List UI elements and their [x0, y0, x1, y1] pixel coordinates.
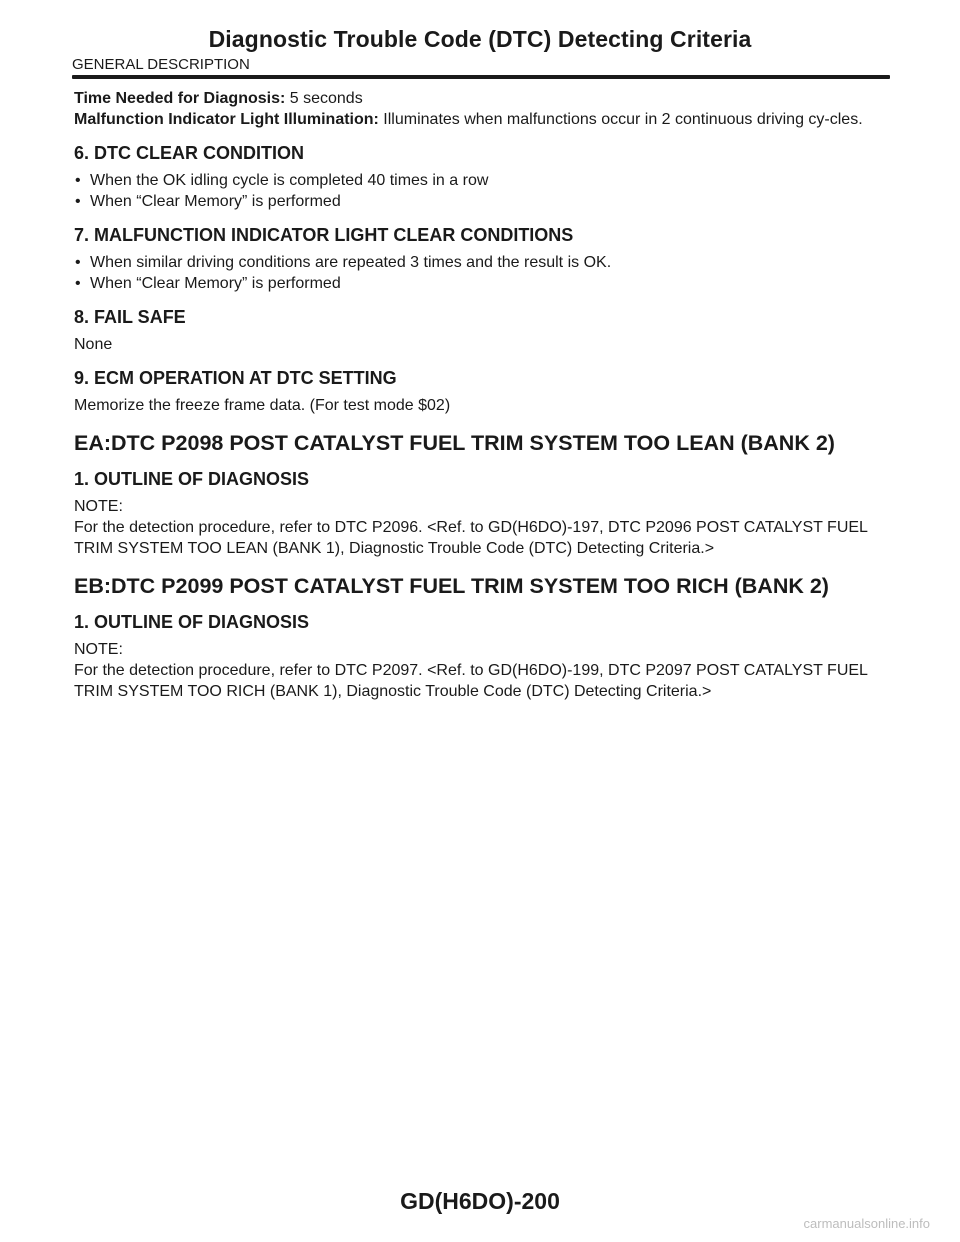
heading-mil-clear-conditions: 7. MALFUNCTION INDICATOR LIGHT CLEAR CONDITIONS: [74, 225, 574, 245]
page-number: GD(H6DO)-200: [400, 1188, 560, 1214]
mil-illumination-value: Illuminates when malfunctions occur in 2 continuous driving cy-cles.: [378, 111, 863, 128]
list-item: • When “Clear Memory” is performed: [75, 275, 341, 292]
list-item: • When similar driving conditions are repeated 3 times and the result is OK.: [75, 254, 612, 271]
heading-ea-outline: 1. OUTLINE OF DIAGNOSIS: [74, 469, 310, 489]
dtc-clear-list: [74, 170, 890, 212]
heading-eb-outline: 1. OUTLINE OF DIAGNOSIS: [74, 612, 310, 632]
watermark-text: carmanualsonline.info: [803, 1216, 930, 1231]
list-item: • When the OK idling cycle is completed 40 times in a row: [75, 172, 489, 189]
eb-note-text: For the detection procedure, refer to DTC P2097. <Ref. to GD(H6DO)-199, DTC P2097 POST CATALYST FUEL TRIM SYSTEM TOO RICH (BANK 1), Diagnostic Trouble Code (DTC) Detecting Criteria.>: [74, 662, 868, 700]
content-body: [74, 88, 890, 702]
bullet-icon: •: [75, 172, 81, 189]
time-needed-value: 5 seconds: [285, 90, 363, 107]
heading-ecm-operation: 9. ECM OPERATION AT DTC SETTING: [74, 368, 397, 388]
ea-note-label: NOTE:: [74, 498, 123, 515]
section-subtitle: GENERAL DESCRIPTION: [72, 56, 250, 73]
list-item: • When “Clear Memory” is performed: [75, 193, 341, 210]
heading-eb-dtc-p2099: EB:DTC P2099 POST CATALYST FUEL TRIM SYSTEM TOO RICH (BANK 2): [74, 574, 829, 598]
header-rule: [72, 75, 890, 79]
mil-illumination-label: Malfunction Indicator Light Illumination:: [74, 111, 379, 128]
time-needed-line: [74, 88, 890, 109]
mil-illumination-line: [74, 109, 890, 130]
bullet-icon: •: [75, 193, 81, 210]
heading-fail-safe: 8. FAIL SAFE: [74, 307, 186, 327]
page-title: Diagnostic Trouble Code (DTC) Detecting Criteria: [208, 26, 752, 52]
heading-ea-dtc-p2098: EA:DTC P2098 POST CATALYST FUEL TRIM SYSTEM TOO LEAN (BANK 2): [74, 431, 835, 455]
bullet-icon: •: [75, 275, 81, 292]
eb-note-label: NOTE:: [74, 641, 123, 658]
ecm-operation-text: Memorize the freeze frame data. (For test mode $02): [74, 397, 451, 414]
mil-clear-list: [74, 252, 890, 294]
fail-safe-text: None: [74, 336, 113, 353]
time-needed-label: Time Needed for Diagnosis:: [74, 90, 286, 107]
ea-note-text: For the detection procedure, refer to DTC P2096. <Ref. to GD(H6DO)-197, DTC P2096 POST CATALYST FUEL TRIM SYSTEM TOO LEAN (BANK 1), Diagnostic Trouble Code (DTC) Detecting Criteria.>: [74, 519, 868, 557]
heading-dtc-clear-condition: 6. DTC CLEAR CONDITION: [74, 143, 305, 163]
bullet-icon: •: [75, 254, 81, 271]
